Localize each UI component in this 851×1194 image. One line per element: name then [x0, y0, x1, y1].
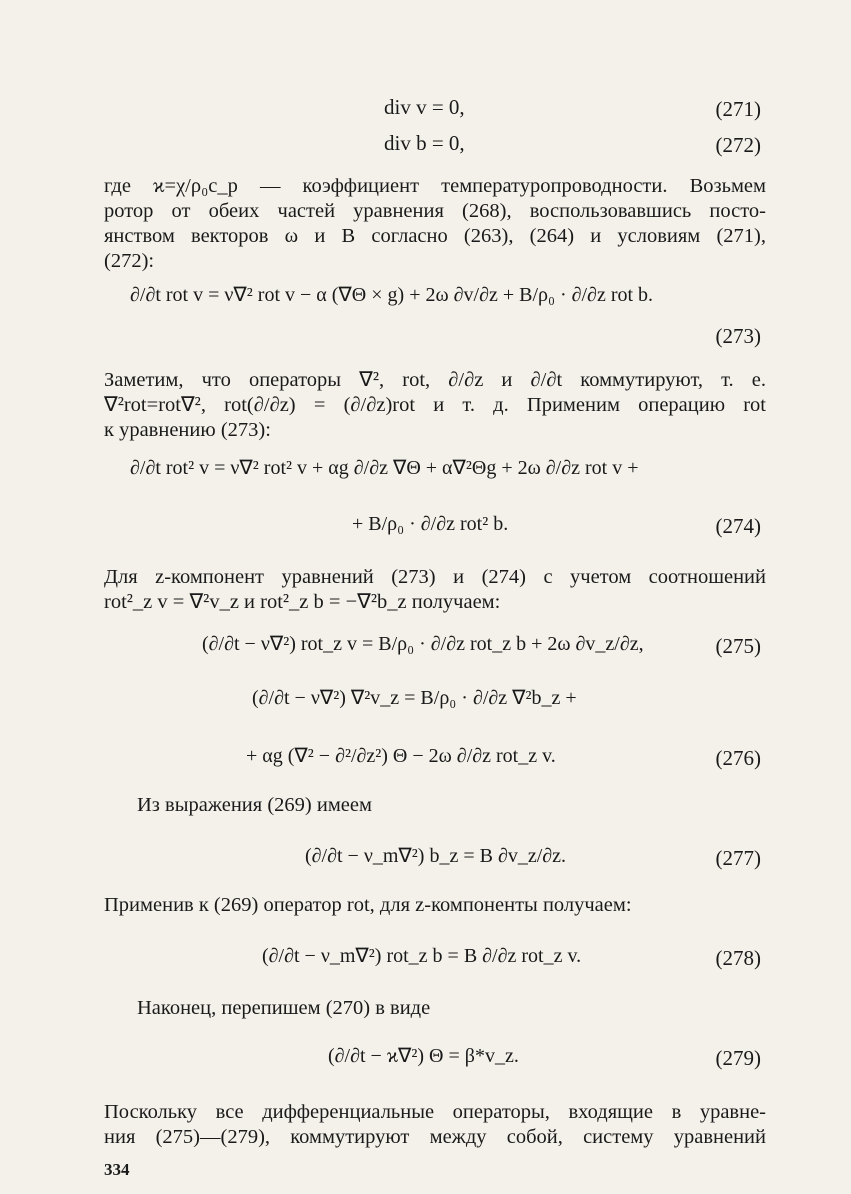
equation-279: (∂/∂t − ϰ∇²) Θ = β*v_z.: [328, 1045, 519, 1067]
equation-number-274: (274): [715, 514, 761, 538]
equation-274-line1: ∂/∂t rot² v = ν∇² rot² v + αg ∂/∂z ∇Θ + α∇²Θg + 2ω ∂/∂z rot v +: [130, 457, 639, 479]
equation-number-271: (271): [715, 97, 761, 121]
equation-number-275: (275): [715, 634, 761, 658]
page-number: 334: [104, 1160, 130, 1179]
equation-number-278: (278): [715, 946, 761, 970]
text-line: Заметим, что операторы ∇², rot, ∂/∂z и ∂/∂t коммутируют, т. е.: [104, 369, 766, 391]
paragraph-4: Из выражения (269) имеем: [137, 794, 372, 816]
paragraph-1: [104, 174, 766, 274]
equation-277: (∂/∂t − ν_m∇²) b_z = B ∂v_z/∂z.: [305, 845, 567, 867]
paragraph-2: [104, 368, 766, 443]
equation-number-272: (272): [715, 133, 761, 157]
text-line: (272):: [104, 250, 155, 272]
text-line: ∇²rot=rot∇², rot(∂/∂z) = (∂/∂z)rot и т. д. Применим операцию rot: [104, 394, 766, 416]
equation-number-276: (276): [715, 746, 761, 770]
equation-number-277: (277): [715, 846, 761, 870]
text-line: янством векторов ω и B согласно (263), (264) и условиям (271),: [104, 225, 766, 247]
equation-number-279: (279): [715, 1046, 761, 1070]
text-line: ротор от обеих частей уравнения (268), воспользовавшись посто-: [104, 200, 766, 222]
equation-274-line2: + B/ρ₀ · ∂/∂z rot² b.: [352, 513, 509, 535]
text-line: rot²_z v = ∇²v_z и rot²_z b = −∇²b_z получаем:: [104, 591, 501, 613]
equation-275: (∂/∂t − ν∇²) rot_z v = B/ρ₀ · ∂/∂z rot_z b + 2ω ∂v_z/∂z,: [202, 633, 644, 655]
equation-278: (∂/∂t − ν_m∇²) rot_z b = B ∂/∂z rot_z v.: [262, 945, 582, 967]
equation-272: div b = 0,: [384, 131, 465, 155]
paragraph-3: [104, 565, 766, 615]
text-line: к уравнению (273):: [104, 419, 271, 441]
text-line: где ϰ=χ/ρ₀c_p — коэффициент температуропроводности. Возьмем: [104, 175, 766, 197]
text-line: ния (275)—(279), коммутируют между собой, систему уравнений: [104, 1126, 766, 1148]
paragraph-5: Применив к (269) оператор rot, для z-компоненты получаем:: [104, 894, 632, 916]
text-line: Для z-компонент уравнений (273) и (274) с учетом соотношений: [104, 566, 766, 588]
equation-276-line1: (∂/∂t − ν∇²) ∇²v_z = B/ρ₀ · ∂/∂z ∇²b_z +: [252, 687, 577, 709]
equation-number-273: (273): [715, 324, 761, 348]
equation-271: div v = 0,: [384, 95, 465, 119]
text-line: Поскольку все дифференциальные операторы, входящие в уравне-: [104, 1101, 766, 1123]
paragraph-7: [104, 1100, 766, 1150]
equation-273: ∂/∂t rot v = ν∇² rot v − α (∇Θ × g) + 2ω ∂v/∂z + B/ρ₀ · ∂/∂z rot b.: [130, 284, 654, 306]
paragraph-6: Наконец, перепишем (270) в виде: [137, 997, 431, 1019]
equation-276-line2: + αg (∇² − ∂²/∂z²) Θ − 2ω ∂/∂z rot_z v.: [246, 745, 556, 767]
